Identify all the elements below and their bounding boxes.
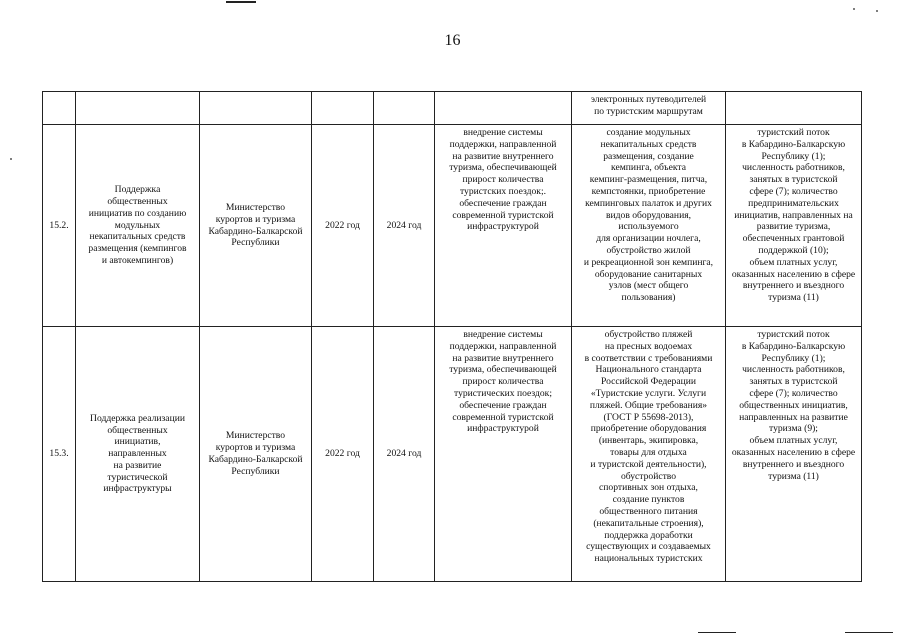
activities-line: видов оборудования, [605, 209, 692, 221]
activities-line: Российской Федерации [601, 376, 696, 388]
measure-name-line: туристической [107, 471, 168, 483]
activities-line: национальных туристских [594, 553, 703, 565]
activities-line: узлов (мест общего [608, 280, 689, 292]
indicators-line: в Кабардино-Балкарскую [741, 138, 846, 150]
indicators-line: предпринимательских [748, 197, 839, 209]
table-row [43, 327, 862, 582]
content-line: прирост количества [462, 174, 544, 186]
indicators-line: общественных инициатив, [739, 399, 848, 411]
indicators-line: туристский поток [757, 329, 830, 340]
indicators-line: направленных на развитие [739, 411, 848, 423]
measure-name-line: инициатив, [114, 436, 161, 448]
content-line: обеспечение граждан [459, 197, 547, 209]
executor-line: Республики [231, 465, 280, 477]
indicators-line: объем платных услуг, [749, 435, 838, 447]
indicators-line: сфере (7); количество [749, 387, 838, 399]
indicators-line: оказанных населению в сфере [731, 446, 856, 458]
measure-name-line: инфраструктуры [103, 483, 172, 495]
activities-line: кемпинговых палаток и других [585, 197, 712, 209]
start-year-cell [312, 92, 374, 125]
content-line: поддержки, направленной [449, 138, 557, 150]
content-line: туристских поездок;. [459, 185, 547, 197]
indicators-line: туризма (9); [769, 423, 818, 435]
indicators-line: занятых в туристской [749, 174, 838, 186]
content-line: поддержки, направленной [449, 340, 557, 352]
content-cell [435, 125, 572, 327]
activities-line: (инвентарь, экипировка, [598, 435, 699, 447]
activities-line: кемпстоянки, приобретение [591, 185, 706, 197]
measure-name-line: размещения (кемпингов [88, 243, 187, 255]
executor-line: курортов и туризма [215, 213, 296, 225]
measure-name-line: Поддержка реализации [90, 412, 185, 424]
indicators-line: занятых в туристской [749, 376, 838, 388]
content-line: современной туристской [452, 411, 554, 423]
indicators-line: сфере (7); количество [749, 185, 838, 197]
content-line: на развитие внутреннего [452, 352, 554, 364]
scan-mark-bottom [845, 632, 893, 633]
activities-line: на пресных водоемах [604, 340, 693, 352]
activities-line: обустройство пляжей [604, 329, 693, 340]
activities-line: общественного питания [599, 505, 698, 517]
measure-name-line: общественных [107, 196, 168, 207]
activities-line: пользования) [621, 292, 676, 304]
activities-line: (ГОСТ Р 55698-2013), [603, 411, 694, 423]
scan-mark-top [226, 1, 256, 3]
measure-name-cell [76, 125, 200, 327]
executor-line: Министерство [225, 201, 286, 213]
activities-line: создание пунктов [612, 494, 685, 506]
activities-line: оборудование санитарных [594, 268, 703, 280]
measure-name-line: инициатив по созданию [88, 207, 187, 219]
activities-line: Национального стандарта [595, 364, 702, 376]
measure-name-line: и автокемпингов) [101, 254, 174, 266]
scan-dot [876, 10, 878, 12]
indicators-cell [726, 327, 862, 582]
activities-line: и туристской деятельности), [590, 458, 707, 470]
activities-line: кемпинг-размещения, питча, [589, 174, 708, 186]
indicators-line: туризма (11) [768, 470, 819, 482]
indicators-line: численность работников, [742, 364, 845, 376]
row-number-cell: 15.2. [43, 125, 76, 327]
start-year-cell: 2022 год [312, 327, 374, 582]
content-line: современной туристской [452, 209, 554, 221]
indicators-line: туризма (11) [768, 292, 819, 304]
activities-line: обустройство [620, 470, 677, 482]
executor-line: курортов и туризма [215, 442, 296, 454]
measure-name-line: общественных [107, 424, 168, 436]
indicators-line: в Кабардино-Балкарскую [741, 340, 846, 352]
scan-mark-bottom [698, 632, 736, 633]
program-table [42, 91, 862, 582]
content-line: прирост количества [462, 376, 544, 388]
activities-line: товары для отдыха [610, 446, 687, 458]
table-row [43, 92, 862, 125]
content-line: инфраструктурой [467, 423, 539, 435]
end-year-cell: 2024 год [374, 327, 435, 582]
row-number-cell: 15.3. [43, 327, 76, 582]
indicators-line: поддержкой (10); [758, 244, 829, 256]
activities-line: в соответствии с требованиями [584, 352, 713, 364]
row-number-cell [43, 92, 76, 125]
content-line: на развитие внутреннего [452, 150, 554, 162]
activities-line: некапитальных средств [600, 138, 697, 150]
end-year-cell: 2024 год [374, 125, 435, 327]
activities-line: для организации ночлега, [596, 233, 701, 245]
table-row [43, 125, 862, 327]
measure-name-line: на развитие [113, 459, 162, 471]
executor-cell [200, 327, 312, 582]
measure-name-line: модульных [114, 219, 161, 231]
indicators-line: Республику (1); [761, 352, 826, 364]
executor-cell [200, 125, 312, 327]
activities-line: и рекреационной зон кемпинга, [583, 256, 714, 268]
activities-cell [572, 125, 726, 327]
indicators-cell [726, 92, 862, 125]
activities-cell [572, 327, 726, 582]
executor-line: Республики [231, 237, 280, 249]
content-line: инфраструктурой [467, 221, 539, 233]
activities-line: размещения, создание [603, 150, 694, 162]
executor-cell [200, 92, 312, 125]
activities-line: создание модульных [606, 127, 691, 138]
indicators-line: обеспеченных грантовой [742, 233, 845, 245]
measure-name-line: Поддержка [114, 184, 161, 196]
indicators-line: объем платных услуг, [749, 256, 838, 268]
activities-line: электронных путеводителей [590, 94, 707, 105]
end-year-cell [374, 92, 435, 125]
indicators-line: внутреннего и въездного [742, 458, 845, 470]
executor-line: Кабардино-Балкарской [208, 225, 303, 237]
activities-line: существующих и создаваемых [586, 541, 711, 553]
activities-line: приобретение оборудования [590, 423, 707, 435]
activities-line: по туристским маршрутам [594, 105, 703, 117]
content-line: внедрение системы [463, 127, 543, 138]
content-line: туристических поездок; [454, 387, 552, 399]
scan-dot [853, 8, 855, 10]
indicators-line: численность работников, [742, 162, 845, 174]
measure-name-cell [76, 327, 200, 582]
indicators-cell [726, 125, 862, 327]
activities-line: обустройство жилой [606, 244, 691, 256]
indicators-line: внутреннего и въездного [742, 280, 845, 292]
indicators-line: туристский поток [757, 127, 830, 138]
activities-line: кемпинга, объекта [611, 162, 686, 174]
content-line: обеспечение граждан [459, 399, 547, 411]
activities-line: используемого [618, 221, 679, 233]
activities-line: спортивных зон отдыха, [599, 482, 698, 494]
measure-name-line: некапитальных средств [89, 231, 186, 243]
indicators-line: Республику (1); [761, 150, 826, 162]
content-line: внедрение системы [463, 329, 543, 340]
activities-cell [572, 92, 726, 125]
start-year-cell: 2022 год [312, 125, 374, 327]
activities-line: поддержка доработки [604, 529, 693, 541]
content-line: туризма, обеспечивающей [449, 364, 557, 376]
content-cell [435, 92, 572, 125]
content-cell [435, 327, 572, 582]
activities-line: пляжей. Общие требования» [589, 399, 708, 411]
indicators-line: инициатив, направленных на [734, 209, 853, 221]
page-number: 16 [444, 32, 461, 49]
activities-line: (некапитальные строения), [593, 517, 704, 529]
measure-name-line: направленных [108, 448, 167, 460]
executor-line: Кабардино-Балкарской [208, 454, 303, 465]
indicators-line: развитие туризма, [756, 221, 831, 233]
measure-name-cell [76, 92, 200, 125]
executor-line: Министерство [225, 430, 286, 442]
scan-dot [10, 158, 12, 160]
indicators-line: оказанных населению в сфере [731, 268, 856, 280]
activities-line: «Туристские услуги. Услуги [590, 387, 707, 399]
content-line: туризма, обеспечивающей [449, 162, 557, 174]
